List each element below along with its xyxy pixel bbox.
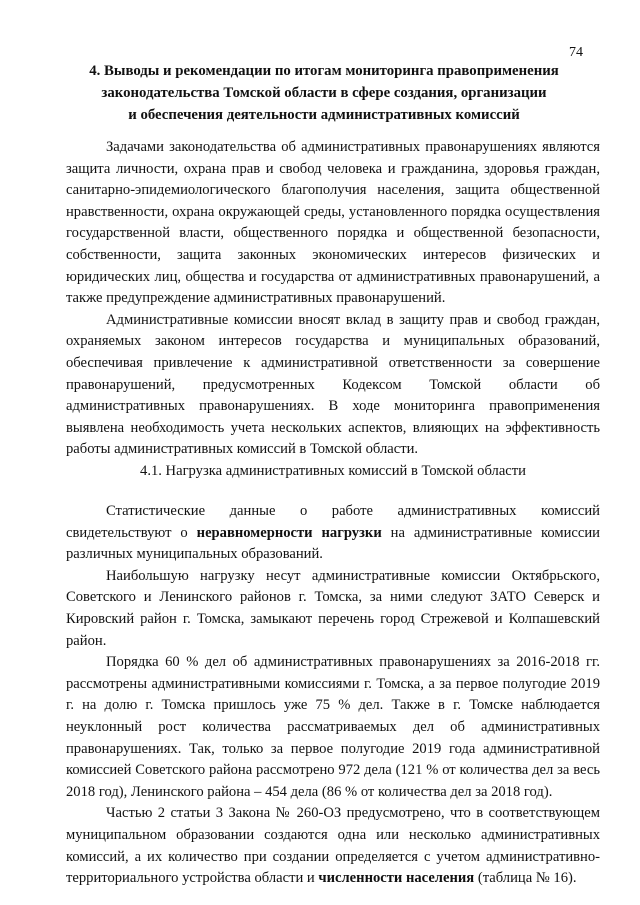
intro-paragraph-1: Задачами законодательства об административных правонарушениях являются защита личности, охрана прав и свобод человека и гражданина, здоровья граждан, санитарно-эпидемиологического благополучия населения, защита общественной нравственности, охрана окружающей среды, установленного порядка осуществления государственной власти, общественного порядка и общественной безопасности, собственности, защита законных экономических интересов физических и юридических лиц, общества и государства от административных правонарушений, а также предупреждение административных правонарушений. bbox=[66, 139, 600, 307]
heading-line-3: и обеспечения деятельности административных комиссий bbox=[128, 107, 520, 123]
section-paragraph-1 bbox=[66, 501, 600, 566]
page-number: 74 bbox=[569, 45, 583, 60]
section-paragraph-1-start: Статистические данные о работе административных комиссий свидетельствуют о bbox=[66, 503, 600, 541]
heading-line-1: 4. Выводы и рекомендации по итогам мониторинга правоприменения bbox=[89, 63, 559, 79]
section-title: 4.1. Нагрузка административных комиссий в Томской области bbox=[140, 463, 526, 479]
section-block bbox=[66, 501, 600, 890]
section-paragraph-4 bbox=[66, 803, 600, 889]
heading-line-2: законодательства Томской области в сфере создания, организации bbox=[101, 85, 547, 101]
section-paragraph-3: Порядка 60 % дел об административных правонарушениях за 2016-2018 гг. рассмотрены административными комиссиями г. Томска, а за первое полугодие 2019 г. на долю г. Томска пришлось уже 75 % дел. Также в г. Томске наблюдается неуклонный рост количества рассматриваемых дел об административных правонарушениях. Так, только за первое полугодие 2019 года административной комиссией Советского района рассмотрено 972 дела (121 % от количества дел за весь 2018 год), Ленинского района – 454 дела (86 % от количества дел за 2018 год). bbox=[66, 654, 600, 800]
emphasis-uneven-load: неравномерности нагрузки bbox=[196, 524, 382, 541]
section-paragraph-1-end: на административные комиссии различных муниципальных образований. bbox=[66, 524, 600, 563]
section-paragraph-2: Наибольшую нагрузку несут административные комиссии Октябрьского, Советского и Ленинского районов г. Томска, за ними следуют ЗАТО Северск и Кировский район г. Томска, замыкают перечень город Стрежевой и Колпашевский район. bbox=[66, 567, 600, 649]
intro-block bbox=[66, 137, 600, 461]
intro-paragraph-2: Административные комиссии вносят вклад в защиту прав и свобод граждан, охраняемых законом интересов государства и муниципальных образований, обеспечивая привлечение к административной ответственности за совершение правонарушений, предусмотренных Кодексом Томской области об административных правонарушениях. В ходе мониторинга правоприменения выявлена необходимость учета нескольких аспектов, влияющих на эффективность работы административных комиссий в Томской области. bbox=[66, 311, 600, 458]
emphasis-population: численности населения bbox=[318, 870, 475, 887]
section-paragraph-4-start: Частью 2 статьи 3 Закона № 260-ОЗ предусмотрено, что в соответствующем муниципальном образовании создаются одна или несколько административных комиссий, а их количество при создании определяется с учетом административно-территориального устройства области и bbox=[66, 805, 600, 887]
chapter-heading bbox=[64, 60, 584, 126]
section-paragraph-4-end: (таблица № 16). bbox=[474, 870, 577, 887]
